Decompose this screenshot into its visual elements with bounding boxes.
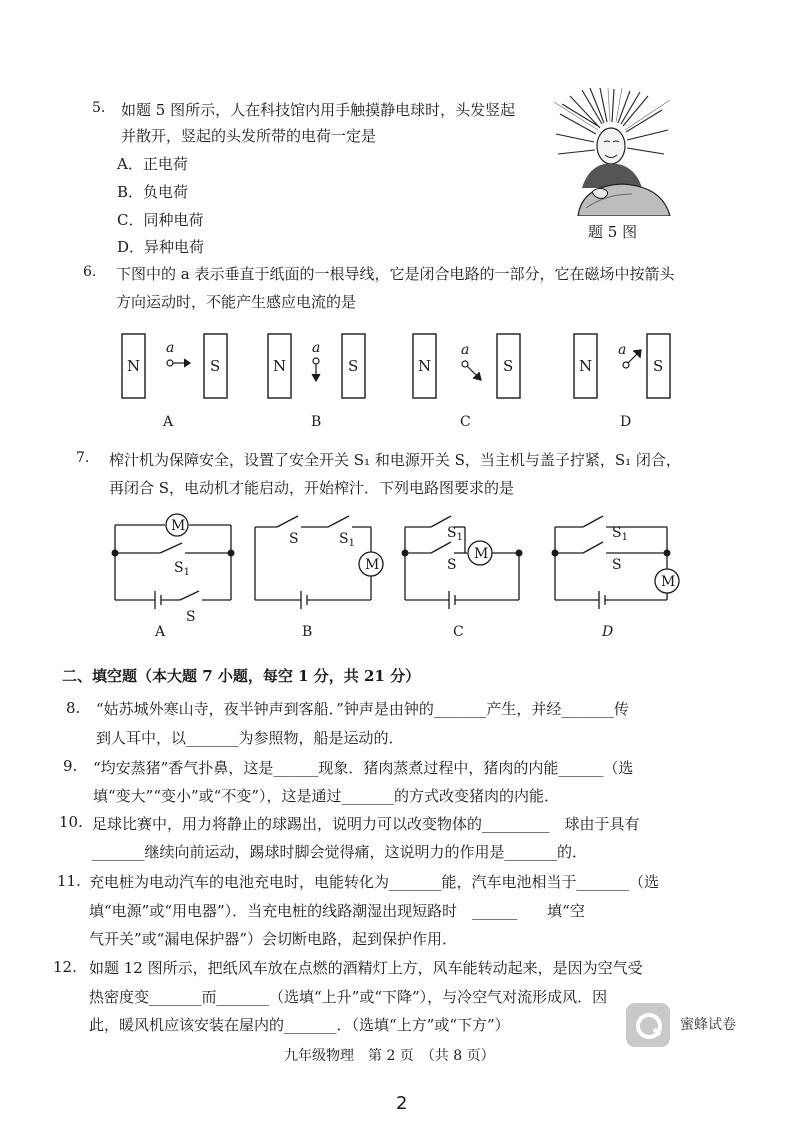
q6-a-wire-label: a — [166, 340, 175, 356]
q8-text-line2: 到人耳中，以_______为参照物，船是运动的． — [96, 729, 404, 747]
q6-label-a: A — [163, 414, 174, 430]
q7-circuit-b — [255, 516, 383, 609]
q12-text-line3: 此，暖风机应该安装在屋内的_______．（选填“上方”或“下方”） — [89, 1016, 510, 1034]
q5-option-d: D．异种电荷 — [117, 238, 205, 256]
q6-a-label-n: N — [127, 357, 141, 375]
q7-b-s: S — [289, 531, 299, 547]
q6-label-c: C — [460, 414, 471, 430]
q11-text-line2: 填“电源”或“用电器”）．当充电桩的线路潮湿出现短路时 ______ 填“空 — [89, 902, 585, 920]
q6-text-line2: 方向运动时，不能产生感应电流的是 — [116, 293, 357, 311]
q6-text-line1: 下图中的 a 表示垂直于纸面的一根导线，它是闭合电路的一部分，它在磁场中按箭头 — [116, 265, 675, 283]
q7-a-motor: M — [171, 518, 186, 534]
q7-a-s1: $S_1$ — [174, 560, 190, 578]
q6-a-label-s: S — [210, 357, 221, 375]
q5-text-line1: 如题 5 图所示，人在科技馆内用手触摸静电球时，头发竖起 — [121, 101, 516, 119]
q6-label-d: D — [620, 414, 632, 430]
q7-c-s1: $S_1$ — [447, 525, 463, 543]
q7-text-line1: 榨汁机为保障安全，设置了安全开关 S₁ 和电源开关 S，当主机与盖子拧紧，S₁ 闭合， — [109, 451, 681, 469]
q5-option-b: B．负电荷 — [117, 183, 189, 201]
watermark-text: 蜜蜂试卷 — [680, 1017, 736, 1033]
section-2-heading: 二、填空题（本大题 7 小题，每空 1 分，共 21 分） — [62, 667, 421, 685]
q5-option-c: C．同种电荷 — [117, 211, 204, 229]
q7-a-s: S — [186, 609, 196, 625]
q10-text-line1: 足球比赛中，用力将静止的球踢出，说明力可以改变物体的_________ 球由于具有 — [92, 815, 640, 833]
q5-figure-photo — [552, 88, 672, 216]
q6-b-wire — [313, 358, 319, 364]
q6-c-wire-label: a — [461, 342, 470, 358]
q7-c-s: S — [447, 557, 457, 573]
q5-text-line2: 并散开，竖起的头发所带的电荷一定是 — [121, 127, 377, 145]
q7-text-line2: 再闭合 S，电动机才能启动，开始榨汁．下列电路图要求的是 — [109, 479, 515, 497]
q7-circuit-c — [405, 516, 519, 609]
q7-label-d: D — [602, 624, 614, 640]
q6-b-label-s: S — [348, 357, 359, 375]
q9-text-line2: 填“变大”“变小”或“不变”），这是通过_______的方式改变猪肉的内能． — [93, 787, 560, 805]
q7-b-motor: M — [365, 557, 380, 573]
q5-figure-caption: 题 5 图 — [588, 223, 638, 241]
q7-d-s1: $S_1$ — [612, 525, 628, 543]
q12-number: 12. — [53, 958, 77, 976]
q7-number: 7. — [76, 450, 90, 466]
q7-label-a: A — [155, 624, 166, 640]
q6-b-wire-label: a — [312, 340, 321, 356]
q10-text-line2: _______继续向前运动，踢球时脚会觉得痛，这说明力的作用是_______的． — [92, 843, 588, 861]
q7-label-c: C — [453, 624, 464, 640]
q7-c-motor: M — [474, 546, 489, 562]
q6-d-wire-label: a — [618, 342, 627, 358]
q7-label-b: B — [302, 624, 313, 640]
q7-d-s: S — [612, 557, 622, 573]
q8-text-line1: “姑苏城外寒山寺，夜半钟声到客船．”钟声是由钟的_______产生，并经_______传 — [96, 700, 629, 718]
q6-a-wire — [167, 360, 173, 366]
q11-text-line1: 充电桩为电动汽车的电池充电时，电能转化为_______能，汽车电池相当于_______（选 — [89, 873, 660, 891]
q7-b-s1: $S_1$ — [339, 531, 355, 549]
q9-number: 9. — [63, 757, 78, 775]
q12-text-line2: 热密度变_______而_______（选填“上升”或“下降”），与冷空气对流形成风．因 — [89, 988, 608, 1006]
q5-option-a: A．正电荷 — [117, 155, 188, 173]
q10-number: 10. — [59, 813, 83, 831]
q6-b-label-n: N — [273, 357, 287, 375]
q6-c-label-s: S — [503, 357, 514, 375]
q6-label-b: B — [311, 414, 322, 430]
q6-figures — [110, 322, 690, 432]
q6-number: 6. — [83, 264, 97, 280]
page-footer: 九年级物理 第 2 页 （共 8 页） — [284, 1048, 495, 1064]
q12-text-line1: 如题 12 图所示，把纸风车放在点燃的酒精灯上方，风车能转动起来，是因为空气受 — [89, 959, 643, 977]
q11-text-line3: 气开关”或“漏电保护器”）会切断电路，起到保护作用． — [89, 930, 458, 948]
q7-d-motor: M — [661, 574, 676, 590]
q11-number: 11. — [57, 872, 81, 890]
q6-d-label-n: N — [579, 357, 593, 375]
q5-number: 5. — [92, 100, 106, 116]
q9-text-line1: “均安蒸猪”香气扑鼻，这是______现象．猪肉蒸煮过程中，猪肉的内能______（选 — [93, 759, 634, 777]
q6-c-label-n: N — [418, 357, 432, 375]
q7-circuits — [105, 505, 695, 645]
page-number: 2 — [396, 1093, 408, 1114]
q8-number: 8. — [66, 699, 81, 717]
watermark-logo-icon — [626, 1003, 670, 1047]
q6-d-label-s: S — [653, 357, 664, 375]
